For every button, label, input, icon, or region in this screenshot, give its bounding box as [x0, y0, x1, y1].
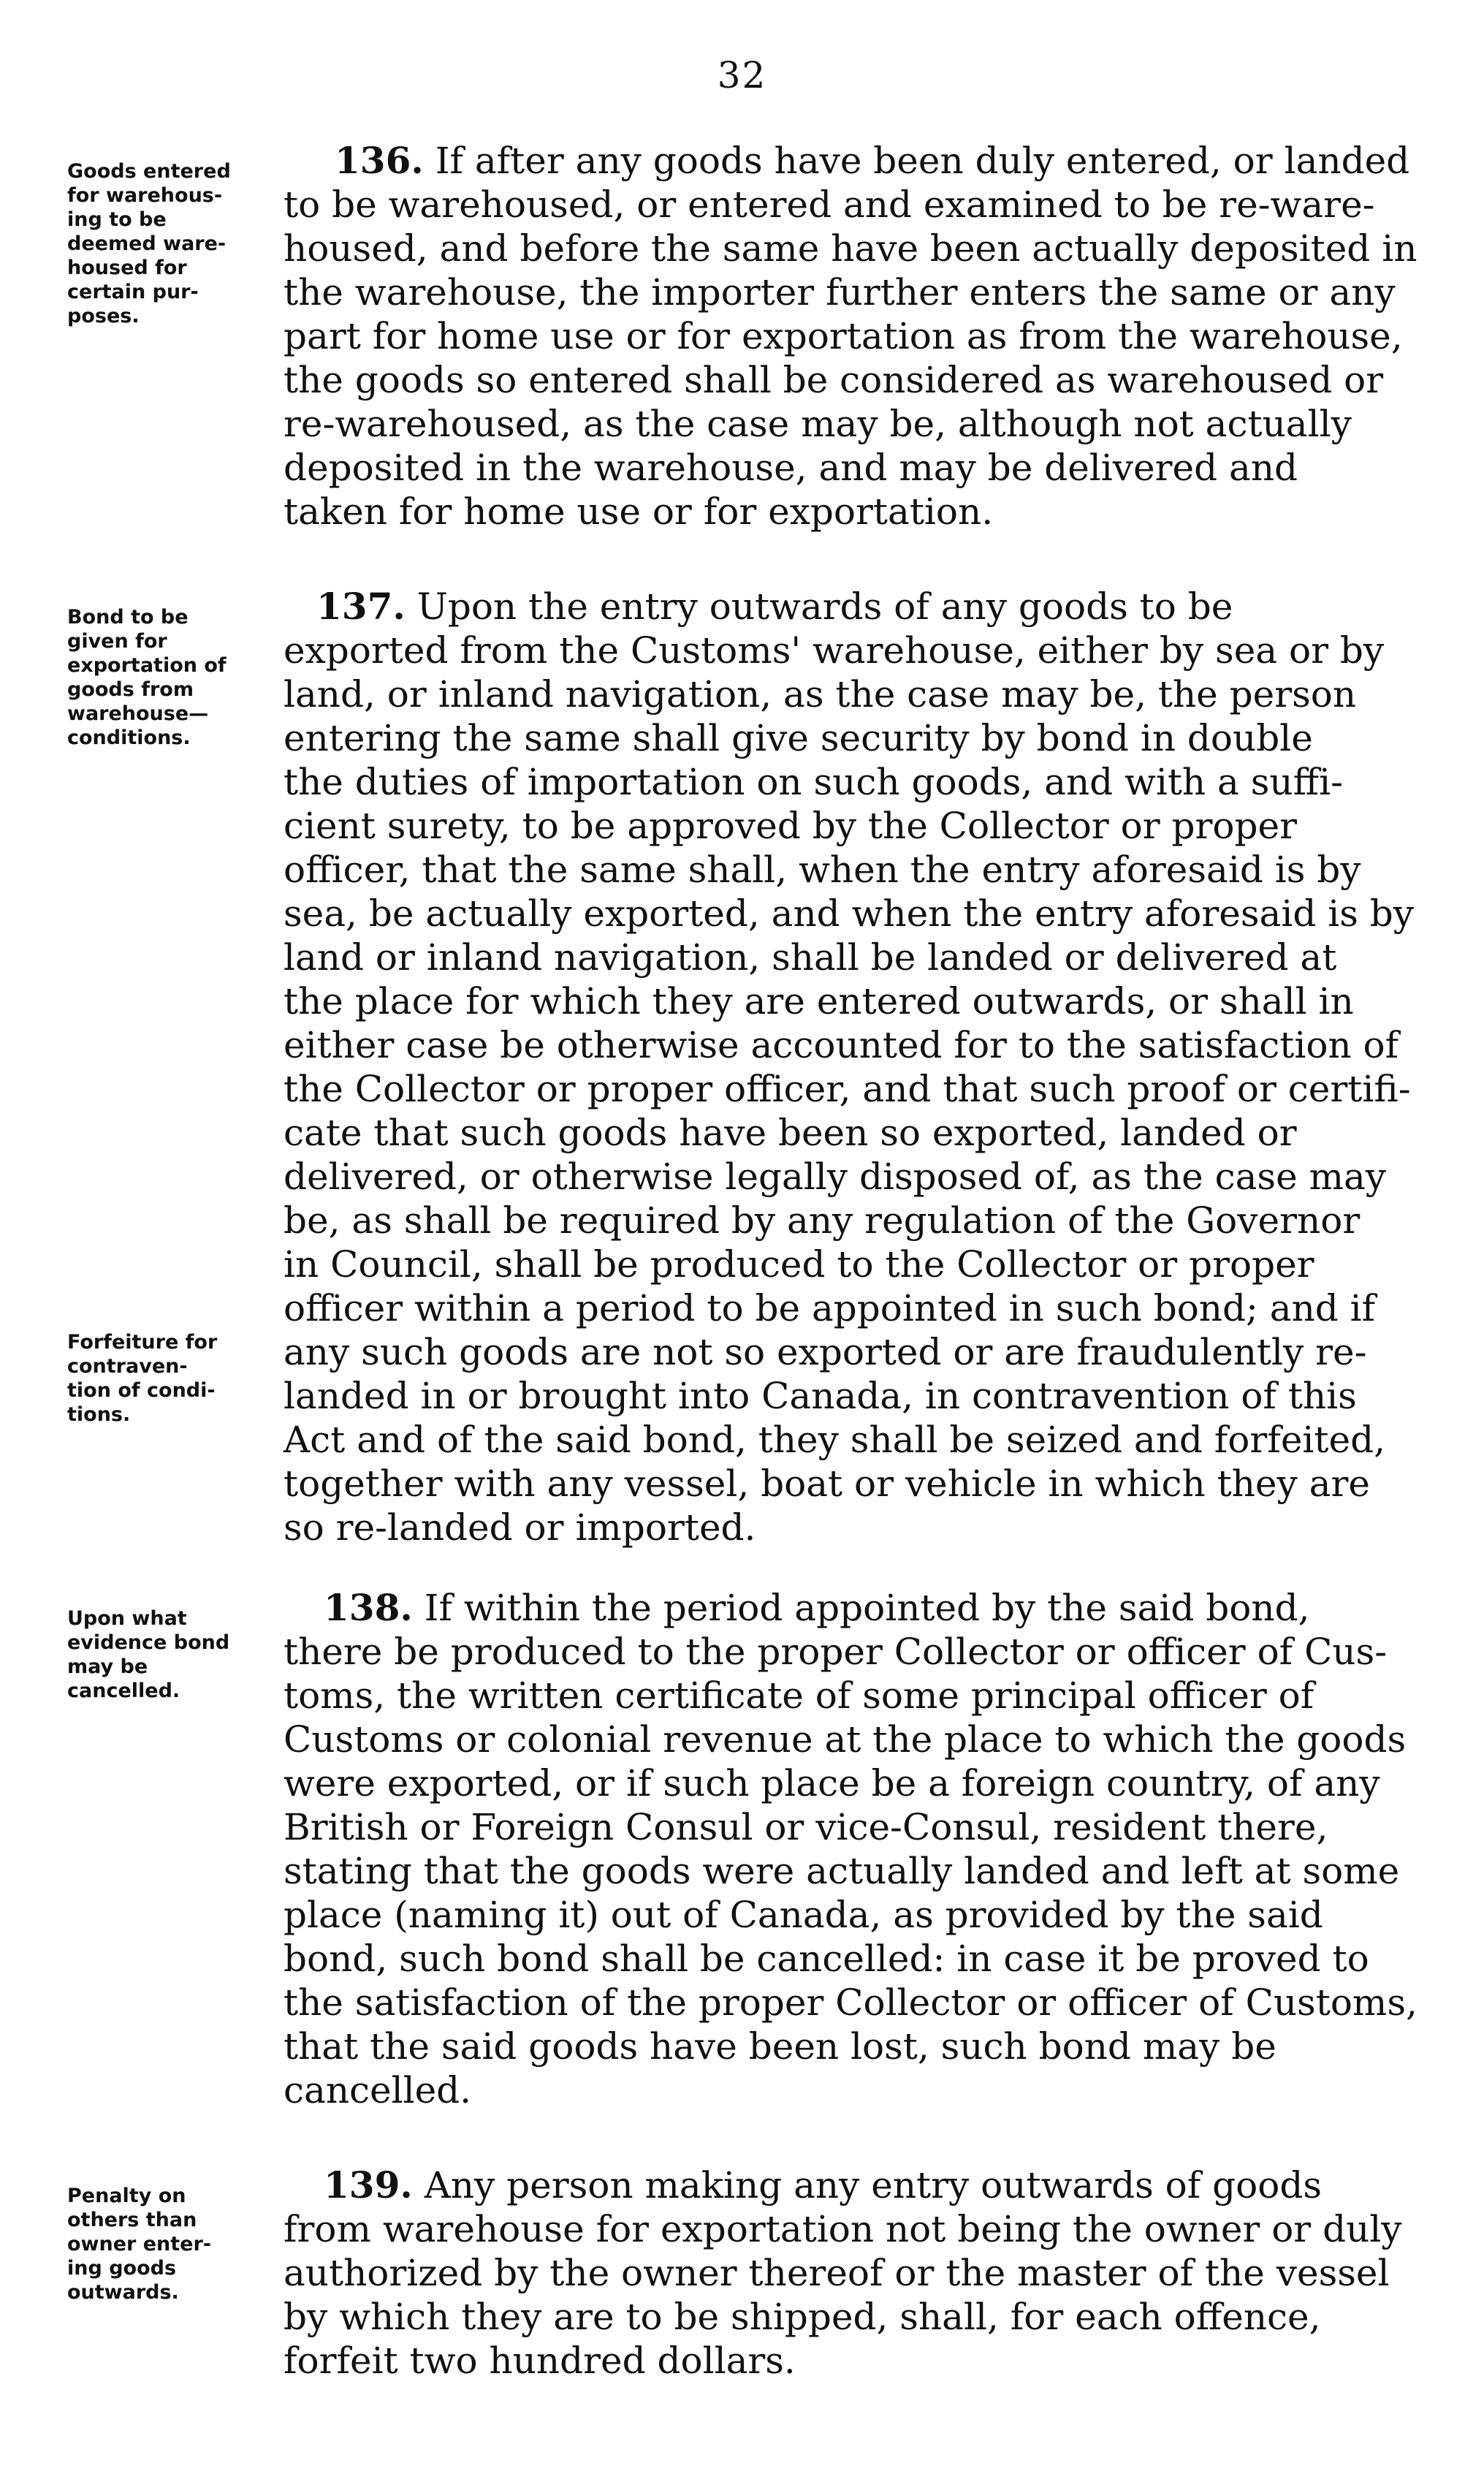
- margin-note: Penalty on others than owner enter- ing goods outwards.: [67, 2185, 212, 2304]
- page-number: 32: [717, 54, 767, 96]
- section-text: 139. Any person making any entry outwards of goods from warehouse for exportation not being the owner or duly authorized by the owner thereof or the master of the vessel by which they are to be shipped, shall, for each offence, forfeit two hundred dollars.: [284, 2163, 1402, 2382]
- margin-note: Upon what evidence bond may be cancelled.: [67, 1607, 230, 1702]
- margin-note-forfeiture: Forfeiture for contraven- tion of condi- tions.: [67, 1331, 218, 1426]
- section-number: 139.: [324, 2163, 413, 2207]
- section-number: 136.: [335, 139, 424, 182]
- section-text: 138. If within the period appointed by the said bond, there be produced to the proper Collector or officer of Cus- toms, the written certificate of some principal officer of Customs or colonial revenue at the place to which the goods were exported, or if such place be a foreign country, of any British or Foreign Consul or vice-Consul, resident there, stating that the goods were actually landed and left at some place (naming it) out of Canada, as provided by the said bond, such bond shall be cancelled: in case it be proved to the satisfaction of the proper Collector or officer of Customs, that the said goods have been lost, such bond may be cancelled.: [284, 1586, 1418, 2111]
- margin-note: Bond to be given for exportation of goods from warehouse— conditions.: [67, 606, 227, 749]
- section-text: 137. Upon the entry outwards of any goods to be exported from the Customs' warehouse, either by sea or by land, or inland navigation, as the case may be, the person entering the same shall give security by bond in double the duties of importation on such goods, and with a suffi- cient surety, to be approved by the Collector or proper officer, that the same shall, when the entry aforesaid is by sea, be actually exported, and when the entry aforesaid is by land or inland navigation, shall be landed or delivered at the place for which they are entered outwards, or shall in either case be otherwise accounted for to the satisfaction of the Collector or proper officer, and that such proof or certifi- cate that such goods have been so exported, landed or delivered, or otherwise legally disposed of, as the case may be, as shall be required by any regulation of the Governor in Council, shall be produced to the Collector or proper officer within a period to be appointed in such bond; and if any such goods are not so exported or are fraudulently re- landed in or brought into Canada, in contravention of this Act and of the said bond, they shall be seized and forfeited, together with any vessel, boat or vehicle in which they are so re-landed or imported.: [284, 585, 1415, 1549]
- section-text: 136. If after any goods have been duly entered, or landed to be warehoused, or entered and examined to be re-ware- housed, and before the same have been actually deposited in the warehouse, the importer further enters the same or any part for home use or for exportation as from the warehouse, the goods so entered shall be considered as warehoused or re-warehoused, as the case may be, although not actually deposited in the warehouse, and may be delivered and taken for home use or for exportation.: [284, 139, 1418, 533]
- section-number: 137.: [316, 585, 406, 628]
- section-number: 138.: [324, 1586, 413, 1629]
- margin-note: Goods entered for warehous- ing to be deemed ware- housed for certain pur- poses.: [67, 160, 231, 327]
